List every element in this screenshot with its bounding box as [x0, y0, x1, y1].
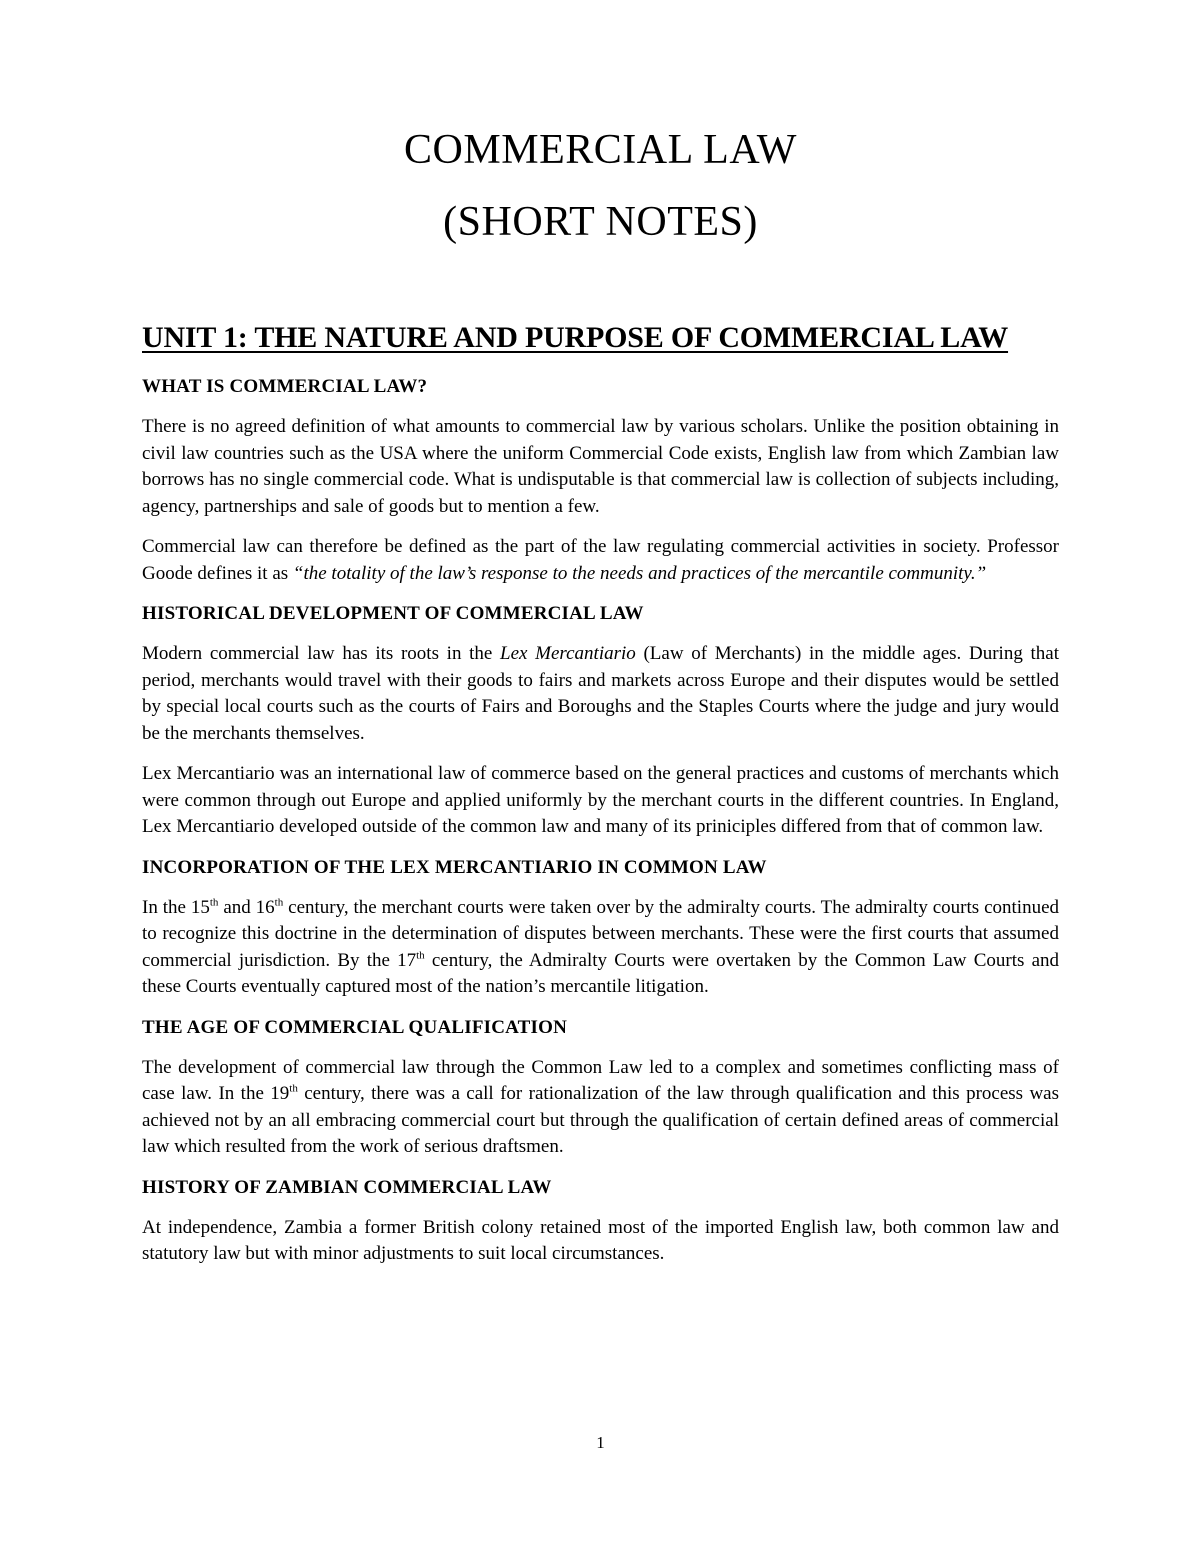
paragraph-zambian: At independence, Zambia a former British colony retained most of the imported English law, both common law and statutory law but with minor adjustments to suit local circumstances.	[142, 1216, 1059, 1264]
section-heading-zambian: HISTORY OF ZAMBIAN COMMERCIAL LAW	[142, 1176, 552, 1198]
incorporation-text-d: century, the Admiralty Courts were overtaken by the Common Law Courts and these Courts eventually captured most of the nation’s mercantile litigation.	[142, 949, 1059, 997]
document-body	[142, 318, 1059, 1282]
paragraph-lex-mercantiario: Lex Mercantiario was an international law of commerce based on the general practices and customs of merchants which were common through out Europe and applied uniformly by the merchant courts in the different countries. In England, Lex Mercantiario developed outside of the common law and many of its priniciples differed from that of common law.	[142, 763, 1059, 837]
section-heading-incorporation: INCORPORATION OF THE LEX MERCANTIARIO IN COMMON LAW	[142, 856, 767, 878]
incorporation-text-a: In the 15	[142, 896, 210, 918]
paragraph-incorporation	[142, 895, 1059, 1001]
document-title: COMMERCIAL LAW	[404, 127, 797, 173]
paragraph-qualification	[142, 1055, 1059, 1161]
page-number: 1	[596, 1433, 605, 1452]
ordinal-suffix: th	[289, 1082, 298, 1095]
paragraph-modern-roots-post: (Law of Merchants) in the middle ages. During that period, merchants would travel with their goods to fairs and markets across Europe and their disputes would be settled by special local courts such as the courts of Fairs and Boroughs and the Staples Courts where the judge and jury would be the merchants themselves.	[142, 643, 1059, 744]
paragraph-definition: There is no agreed definition of what amounts to commercial law by various scholars. Unlike the position obtaining in civil law countries such as the USA where the uniform Commercial Code exists, English law from which Zambian law borrows has no single commercial code. What is undisputable is that commercial law is collection of subjects including, agency, partnerships and sale of goods but to mention a few.	[142, 416, 1059, 517]
title-block	[142, 124, 1059, 248]
section-heading-what-is: WHAT IS COMMERCIAL LAW?	[142, 376, 428, 397]
ordinal-suffix: th	[274, 896, 284, 909]
section-heading-historical: HISTORICAL DEVELOPMENT OF COMMERCIAL LAW	[142, 603, 644, 624]
paragraph-goode-text: Commercial law can therefore be defined as the part of the law regulating commercial activities in society. Professor Goode defines it as	[142, 536, 1059, 584]
lex-mercantiario-term: Lex Mercantiario	[500, 643, 636, 664]
qualification-text-a: The development of commercial law through the Common Law led to a complex and sometimes conflicting mass of case law. In the 19	[142, 1056, 1059, 1104]
goode-quote: “the totality of the law’s response to the needs and practices of the mercantile community.”	[292, 562, 987, 584]
unit-heading: UNIT 1: THE NATURE AND PURPOSE OF COMMERCIAL LAW	[142, 321, 1009, 354]
ordinal-suffix: th	[209, 896, 219, 909]
document-page	[142, 0, 1059, 1553]
incorporation-text-c: century, the merchant courts were taken over by the admiralty courts. The admiralty courts continued to recognize this doctrine in the determination of disputes between merchants. These were the first courts that assumed commercial jurisdiction. By the 17	[142, 896, 1060, 971]
document-subtitle: (SHORT NOTES)	[443, 199, 758, 245]
incorporation-text-b: and 16	[218, 896, 275, 918]
paragraph-goode-definition	[142, 534, 1059, 587]
paragraph-modern-roots	[142, 641, 1059, 747]
section-heading-qualification: THE AGE OF COMMERCIAL QUALIFICATION	[142, 1016, 568, 1038]
paragraph-modern-roots-pre: Modern commercial law has its roots in the	[142, 643, 501, 664]
ordinal-suffix: th	[416, 949, 425, 962]
qualification-text-b: century, there was a call for rationalization of the law through qualification and this process was achieved not by an all embracing commercial court but through the qualification of certain defined areas of commercial law which resulted from the work of serious draftsmen.	[142, 1083, 1059, 1157]
